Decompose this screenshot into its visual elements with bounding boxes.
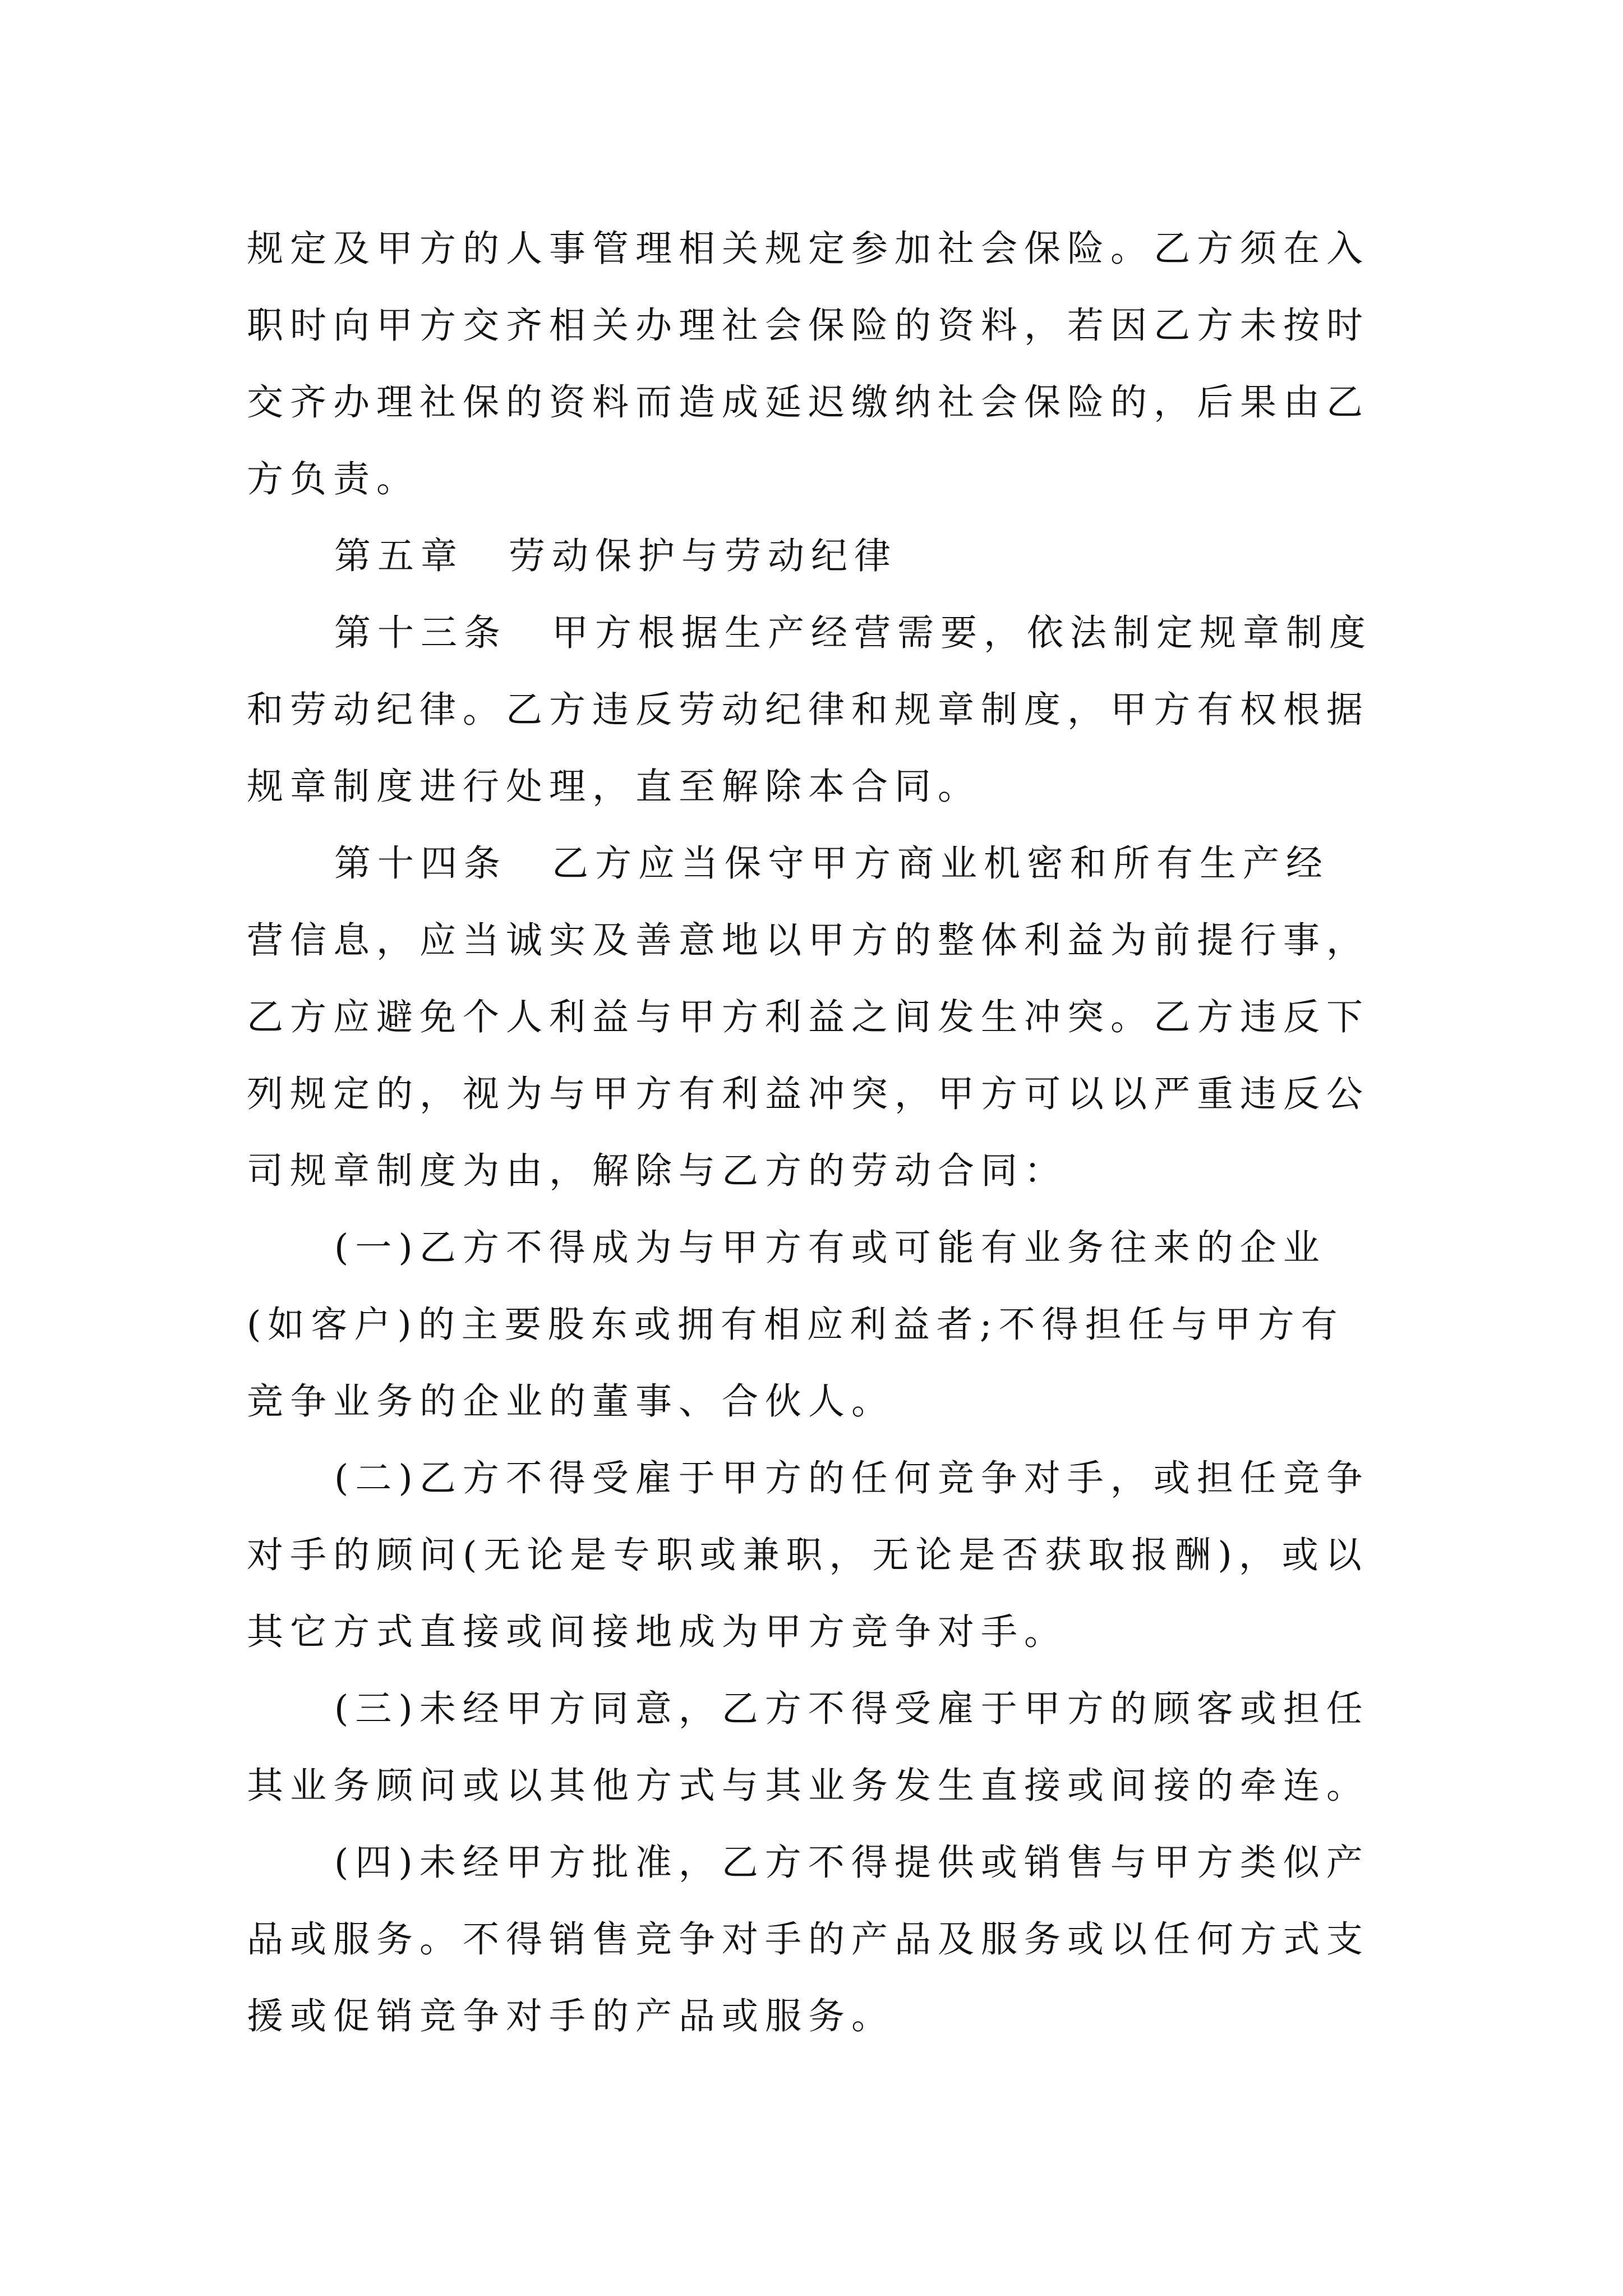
clause-item-1 [247, 1209, 1385, 1440]
text-line: 和劳动纪律。乙方违反劳动纪律和规章制度，甲方有权根据 [247, 689, 1370, 731]
document-body [247, 210, 1385, 2055]
text-line: 品或服务。不得销售竞争对手的产品及服务或以任何方式支 [247, 1918, 1370, 1961]
article-text: 甲方根据生产经营需要，依法制定规章制度 [552, 612, 1373, 654]
article-first-line [247, 595, 1385, 671]
text-line: 乙方应避免个人利益与甲方利益之间发生冲突。乙方违反下 [247, 996, 1370, 1038]
text-line: 列规定的，视为与甲方有利益冲突，甲方可以以严重违反公 [247, 1073, 1370, 1115]
article-13 [247, 595, 1385, 825]
text-line: 方负责。 [247, 458, 420, 500]
clause-first-line: (四)未经甲方批准，乙方不得提供或销售与甲方类似产 [334, 1842, 1370, 1884]
article-text: 乙方应当保守甲方商业机密和所有生产经 [552, 843, 1330, 885]
article-14 [247, 825, 1385, 1209]
article-first-line [247, 825, 1385, 902]
clause-item-3 [247, 1671, 1385, 1824]
clause-first-line: (一)乙方不得成为与甲方有或可能有业务往来的企业 [334, 1227, 1326, 1269]
clause-item-2 [247, 1440, 1385, 1671]
text-line: (如客户)的主要股东或拥有相应利益者;不得担任与甲方有 [247, 1304, 1344, 1346]
text-line: 营信息，应当诚实及善意地以甲方的整体利益为前提行事， [247, 919, 1370, 961]
paragraph-social-insurance [247, 210, 1385, 518]
text-line: 竞争业务的企业的董事、合伙人。 [247, 1381, 895, 1423]
article-number: 第十三条 [334, 612, 508, 654]
text-line: 职时向甲方交齐相关办理社会保险的资料，若因乙方未按时 [247, 305, 1370, 347]
text-line: 交齐办理社保的资料而造成延迟缴纳社会保险的，后果由乙 [247, 381, 1370, 424]
text-line: 援或促销竞争对手的产品或服务。 [247, 1995, 895, 2037]
text-line: 对手的顾问(无论是专职或兼职，无论是否获取报酬)，或以 [247, 1534, 1368, 1576]
text-line: 其它方式直接或间接地成为甲方竞争对手。 [247, 1611, 1068, 1653]
chapter-heading [247, 518, 1385, 595]
chapter-number: 第五章 [334, 535, 464, 577]
clause-first-line: (二)乙方不得受雇于甲方的任何竞争对手，或担任竞争 [334, 1457, 1370, 1499]
article-number: 第十四条 [334, 843, 508, 885]
text-line: 规定及甲方的人事管理相关规定参加社会保险。乙方须在入 [247, 228, 1370, 270]
clause-first-line: (三)未经甲方同意，乙方不得受雇于甲方的顾客或担任 [334, 1688, 1370, 1730]
text-line: 规章制度进行处理，直至解除本合同。 [247, 766, 981, 808]
clause-item-4 [247, 1824, 1385, 2055]
chapter-title: 劳动保护与劳动纪律 [509, 535, 898, 577]
text-line: 司规章制度为由，解除与乙方的劳动合同： [247, 1150, 1068, 1192]
text-line: 其业务顾问或以其他方式与其业务发生直接或间接的牵连。 [247, 1765, 1370, 1807]
